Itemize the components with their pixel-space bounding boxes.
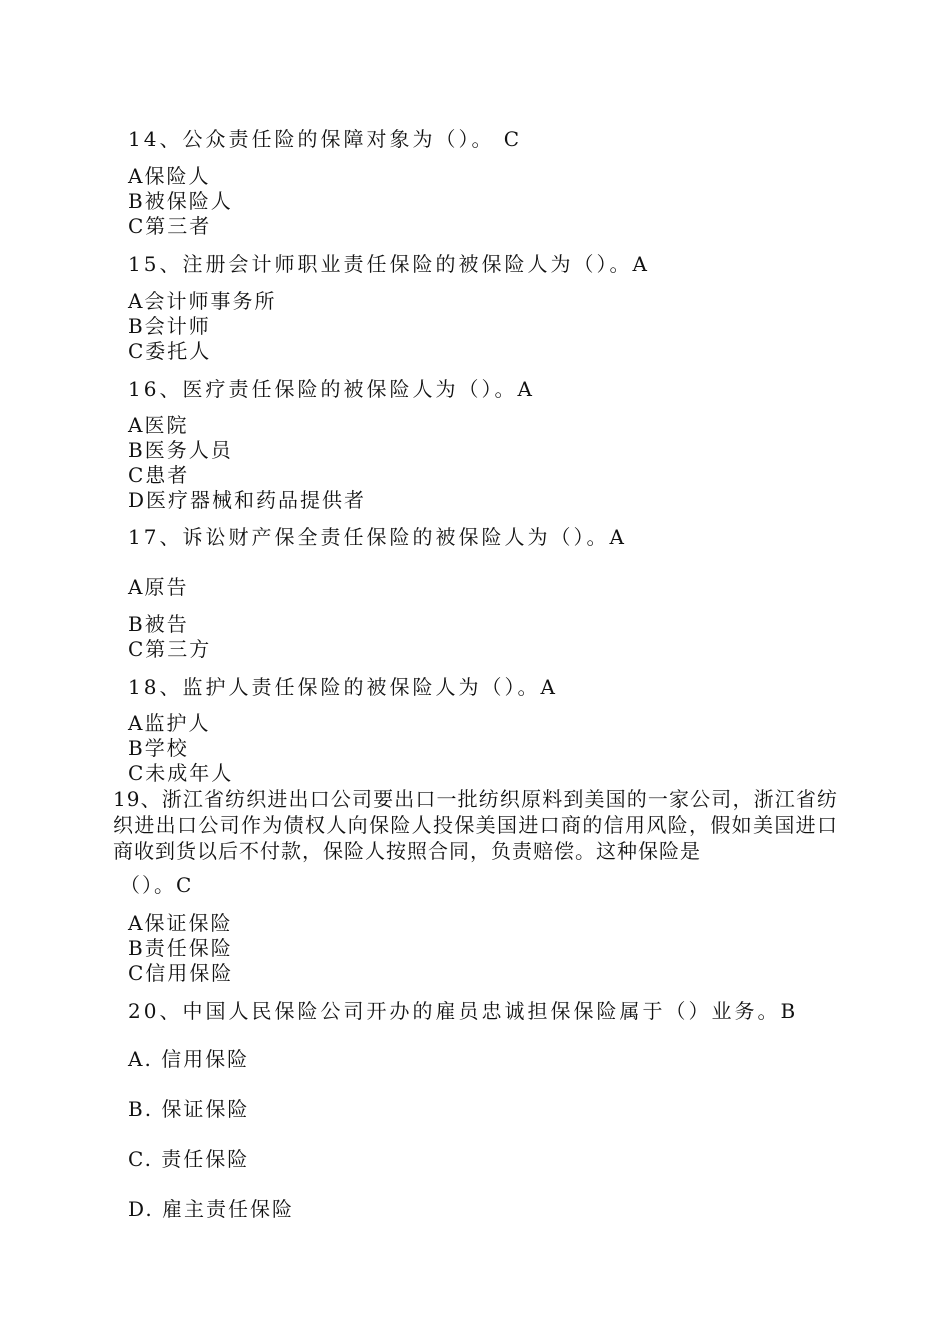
option-16-d: D医疗器械和药品提供者 — [128, 488, 367, 512]
option-20-a: A. 信用保险 — [128, 1047, 250, 1071]
option-17-c: C第三方 — [128, 637, 212, 661]
option-19-b: B责任保险 — [128, 936, 233, 960]
option-16-b: B医务人员 — [128, 438, 233, 462]
option-14-a: A保险人 — [128, 164, 211, 188]
option-15-a: A会计师事务所 — [128, 289, 277, 313]
option-19-a: A保证保险 — [128, 911, 233, 935]
option-16-c: C患者 — [128, 463, 190, 487]
option-18-b: B学校 — [128, 736, 189, 760]
option-17-a: A原告 — [128, 575, 189, 599]
question-17: 17、诉讼财产保全责任保险的被保险人为（）。A — [128, 525, 627, 549]
option-20-b: B. 保证保险 — [128, 1097, 250, 1121]
option-14-c: C第三者 — [128, 214, 212, 238]
option-19-c: C信用保险 — [128, 961, 234, 985]
option-20-d: D. 雇主责任保险 — [128, 1197, 295, 1221]
question-20: 20、中国人民保险公司开办的雇员忠诚担保保险属于（）业务。B — [128, 999, 799, 1023]
option-15-c: C委托人 — [128, 339, 212, 363]
question-14: 14、公众责任险的保障对象为（）。 C — [128, 127, 523, 151]
question-16: 16、医疗责任保险的被保险人为（）。A — [128, 377, 535, 401]
option-18-a: A监护人 — [128, 711, 211, 735]
option-17-b: B被告 — [128, 612, 189, 636]
question-19: 19、浙江省纺织进出口公司要出口一批纺织原料到美国的一家公司，浙江省纺织进出口公司作为债权人向保险人投保美国进口商的信用风险，假如美国进口商收到货以后不付款，保险人按照合同，负责赔偿。这种保险是 — [113, 787, 838, 863]
question-18: 18、监护人责任保险的被保险人为（）。A — [128, 675, 558, 699]
option-15-b: B会计师 — [128, 314, 211, 338]
option-20-c: C. 责任保险 — [128, 1147, 250, 1171]
question-19-answer: （）。C — [120, 873, 194, 897]
option-18-c: C未成年人 — [128, 761, 234, 785]
option-14-b: B被保险人 — [128, 189, 233, 213]
option-16-a: A医院 — [128, 413, 189, 437]
question-15: 15、注册会计师职业责任保险的被保险人为（）。A — [128, 252, 650, 276]
